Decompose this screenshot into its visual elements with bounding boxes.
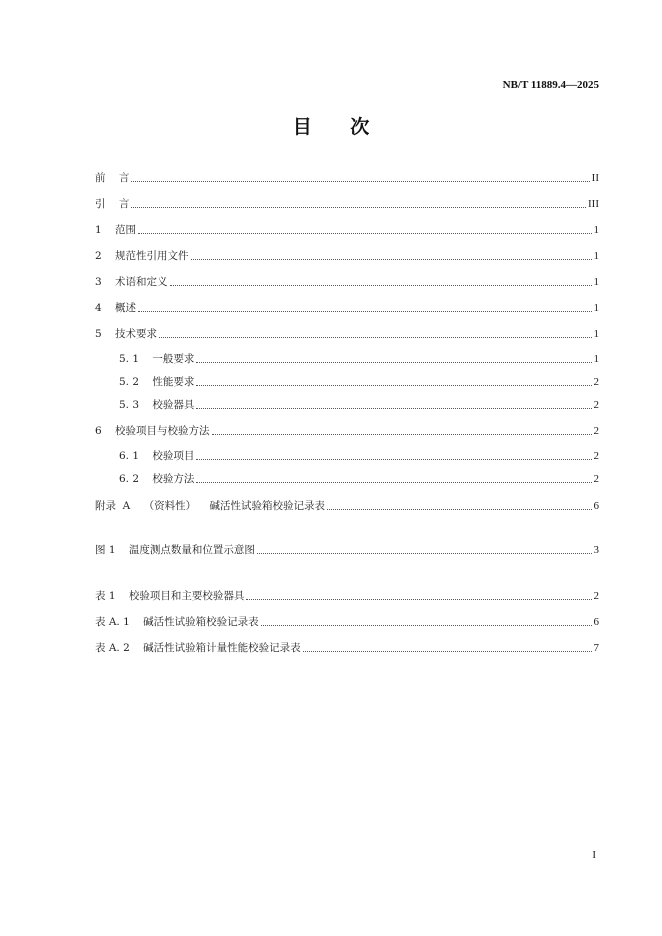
toc-entry-table-a1[interactable] xyxy=(95,614,599,630)
toc-entry-label: 引 言 xyxy=(95,198,130,210)
toc-entry-label: 5. 2 性能要求 xyxy=(119,376,195,388)
toc-leader-dots xyxy=(131,207,586,208)
toc-leader-dots xyxy=(196,482,591,483)
toc-entry-label: 表 A. 1 碱活性试验箱校验记录表 xyxy=(95,616,259,628)
toc-leader-dots xyxy=(303,651,592,652)
toc-entry-label: 4 概述 xyxy=(95,302,137,314)
toc-entry-section-6-2[interactable] xyxy=(119,471,599,487)
toc-entry-section-5-2[interactable] xyxy=(119,374,599,390)
toc-leader-dots xyxy=(131,181,589,182)
toc-leader-dots xyxy=(196,408,591,409)
toc-entry-label: 附录 A （资料性） 碱活性试验箱校验记录表 xyxy=(95,500,325,512)
toc-entry-section-3[interactable] xyxy=(95,274,599,290)
toc-entry-page: 1 xyxy=(593,224,599,236)
toc-entry-section-2[interactable] xyxy=(95,248,599,264)
document-code: NB/T 11889.4—2025 xyxy=(502,79,599,91)
toc-entry-page: 1 xyxy=(593,250,599,262)
toc-entry-section-6-1[interactable] xyxy=(119,448,599,464)
toc-entry-table-1[interactable] xyxy=(95,588,599,604)
toc-entry-page: 2 xyxy=(593,425,599,437)
toc-leader-dots xyxy=(138,233,591,234)
toc-entry-label: 5 技术要求 xyxy=(95,328,158,340)
toc-entry-label: 5. 1 一般要求 xyxy=(119,353,195,365)
toc-entry-introduction[interactable] xyxy=(95,196,599,212)
toc-entry-label: 表 1 校验项目和主要校验器具 xyxy=(95,590,245,602)
toc-entry-label: 5. 3 校验器具 xyxy=(119,399,195,411)
toc-entry-label: 表 A. 2 碱活性试验箱计量性能校验记录表 xyxy=(95,642,301,654)
toc-entry-page: 6 xyxy=(593,616,599,628)
toc-entry-section-6[interactable] xyxy=(95,423,599,439)
toc-entry-label: 前 言 xyxy=(95,172,130,184)
toc-entry-page: 1 xyxy=(593,353,599,365)
toc-entry-label: 6 校验项目与校验方法 xyxy=(95,425,210,437)
toc-entry-page: 2 xyxy=(593,590,599,602)
toc-entry-section-5[interactable] xyxy=(95,326,599,342)
toc-leader-dots xyxy=(257,553,592,554)
toc-leader-dots xyxy=(196,385,591,386)
toc-entry-page: 3 xyxy=(593,544,599,556)
toc-entry-label: 图 1 温度测点数量和位置示意图 xyxy=(95,544,255,556)
toc-entry-label: 2 规范性引用文件 xyxy=(95,250,189,262)
toc-leader-dots xyxy=(327,509,592,510)
toc-leader-dots xyxy=(170,285,592,286)
toc-entry-section-5-3[interactable] xyxy=(119,397,599,413)
toc-entry-label: 6. 2 校验方法 xyxy=(119,473,195,485)
toc-entry-figure-1[interactable] xyxy=(95,542,599,558)
toc-entry-label: 6. 1 校验项目 xyxy=(119,450,195,462)
toc-entry-page: 2 xyxy=(593,376,599,388)
toc-entry-page: 1 xyxy=(593,328,599,340)
toc-entry-page: 1 xyxy=(593,302,599,314)
toc-entry-label: 1 范围 xyxy=(95,224,137,236)
toc-entry-label: 3 术语和定义 xyxy=(95,276,168,288)
toc-entry-appendix-a[interactable] xyxy=(95,498,599,514)
toc-entry-page: 1 xyxy=(593,276,599,288)
toc-leader-dots xyxy=(246,599,591,600)
toc-leader-dots xyxy=(212,434,592,435)
toc-entry-table-a2[interactable] xyxy=(95,640,599,656)
toc-entry-page: 2 xyxy=(593,399,599,411)
toc-leader-dots xyxy=(196,362,591,363)
toc-entry-page: 2 xyxy=(593,450,599,462)
toc-entry-page: 6 xyxy=(593,500,599,512)
toc-leader-dots xyxy=(159,337,591,338)
toc-leader-dots xyxy=(191,259,592,260)
toc-entry-page: 7 xyxy=(593,642,599,654)
toc-leader-dots xyxy=(196,459,591,460)
page-title: 目 次 xyxy=(292,116,386,138)
toc-entry-page: III xyxy=(588,198,599,210)
toc-leader-dots xyxy=(138,311,591,312)
toc-entry-section-4[interactable] xyxy=(95,300,599,316)
toc-entry-page: 2 xyxy=(593,473,599,485)
toc-entry-section-1[interactable] xyxy=(95,222,599,238)
toc-leader-dots xyxy=(261,625,592,626)
page-number: I xyxy=(592,849,596,861)
toc-entry-foreword[interactable] xyxy=(95,170,599,186)
toc-entry-section-5-1[interactable] xyxy=(119,351,599,367)
toc-entry-page: II xyxy=(591,172,599,184)
